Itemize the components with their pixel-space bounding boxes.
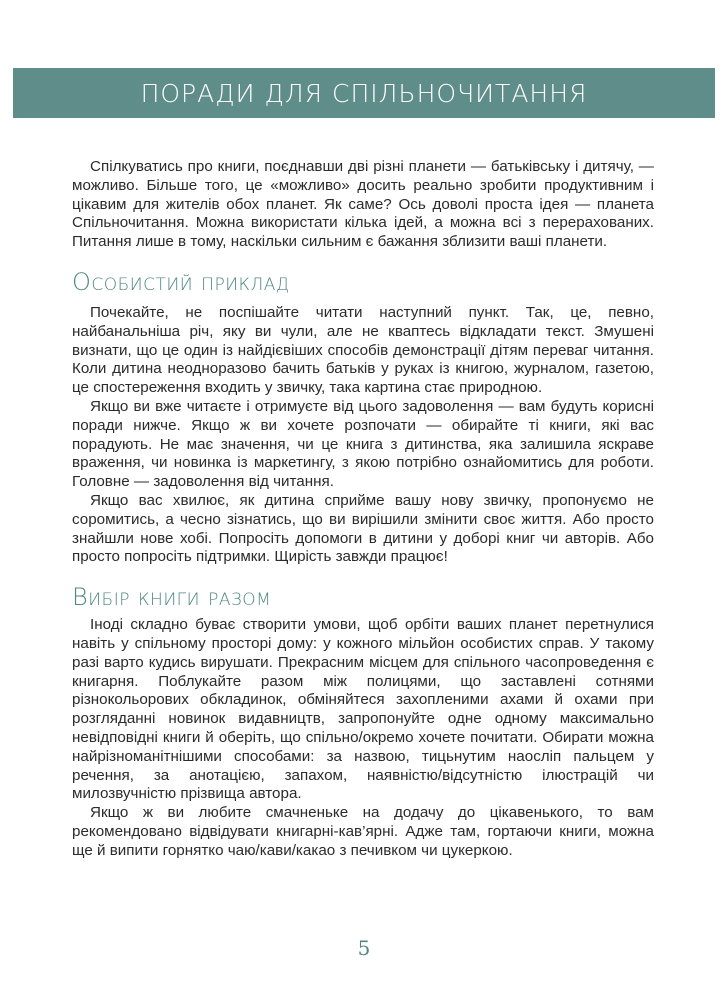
- page-number: 5: [357, 936, 371, 960]
- title-banner: [13, 68, 715, 118]
- page-title: ПОРАДИ ДЛЯ СПІЛЬНОЧИТАННЯ: [140, 78, 588, 108]
- section-2-paragraph: Якщо ж ви любите смачненьке на додачу до цікавенького, то вам рекомендовано відвідувати книгарні-кав’ярні. Адже там, гортаючи книги, можна ще й випити горнятко чаю/кави/какао з печивком чи цукеркою.: [72, 804, 654, 859]
- section-1-paragraph: Почекайте, не поспішайте читати наступний пункт. Так, це, певно, найбанальніша річ, яку ви чули, але не кваптесь відкладати текст. Змушені визнати, що це один із найдієвіших способів демонстрації дітям переваг читання. Коли дитина неодноразово бачить батьків у руках із книгою, журналом, газетою, це спостереження входить у звичку, така картина стає природною.: [72, 303, 654, 397]
- section-2-paragraph: Іноді складно буває створити умови, щоб орбіти ваших планет перетнулися навіть у спільному просторі дому: у кожного мільйон особистих справ. У такому разі варто кудись вирушати. Прекрасним місцем для спільного часопроведення є книгарня. Поблукайте разом між полицями, що заставлені сотнями різнокольорових обкладинок, обміняйтеся захопленими ахами й охами при розгляданні новинок видавництв, запропонуйте одне одному максимально невідповідні книги й оберіть, що спільно/окремо хочете почитати. Обирати можна найрізноманітнішими способами: за назвою, тицьнутим наосліп пальцем у речення, за анотацією, запахом, наявністю/відсутністю ілюстрацій чи милозвучністю прізвища автора.: [72, 616, 654, 803]
- page-content: [72, 158, 654, 861]
- section-heading-personal-example: Особистий приклад: [72, 267, 290, 296]
- intro-paragraph: Спілкуватись про книги, поєднавши дві різні планети — батьківську і дитячу, — можливо. Більше того, це «можливо» досить реально зробити продуктивним і цікавим для жителів обох планет. Як саме? Ось доволі проста ідея — планета Спільночитання. Можна використати кілька ідей, а можна всі з перерахованих. Питання лише в тому, наскільки сильним є бажання зблизити ваші планети.: [72, 158, 654, 251]
- section-heading-choosing-book: Вибір книги разом: [72, 583, 272, 612]
- section-1-paragraph: Якщо вас хвилює, як дитина сприйме вашу нову звичку, пропонуємо не соромитись, а чесно зізнатись, що ви вирішили змінити своє життя. Або просто знайшли нове хобі. Попросіть допомоги в дитини у доборі книг чи авторів. Або просто попросіть підтримки. Щирість завжди працює!: [72, 491, 654, 566]
- section-1-paragraph: Якщо ви вже читаєте і отримуєте від цього задоволення — вам будуть корисні поради нижче. Якщо ж ви хочете розпочати — обирайте ті книги, які вас порадують. Не має значення, чи це книга з дитинства, яка залишила яскраве враження, чи новинка із маркетингу, з якою потрібно ознайомитись для роботи. Головне — задоволення від читання.: [72, 397, 654, 491]
